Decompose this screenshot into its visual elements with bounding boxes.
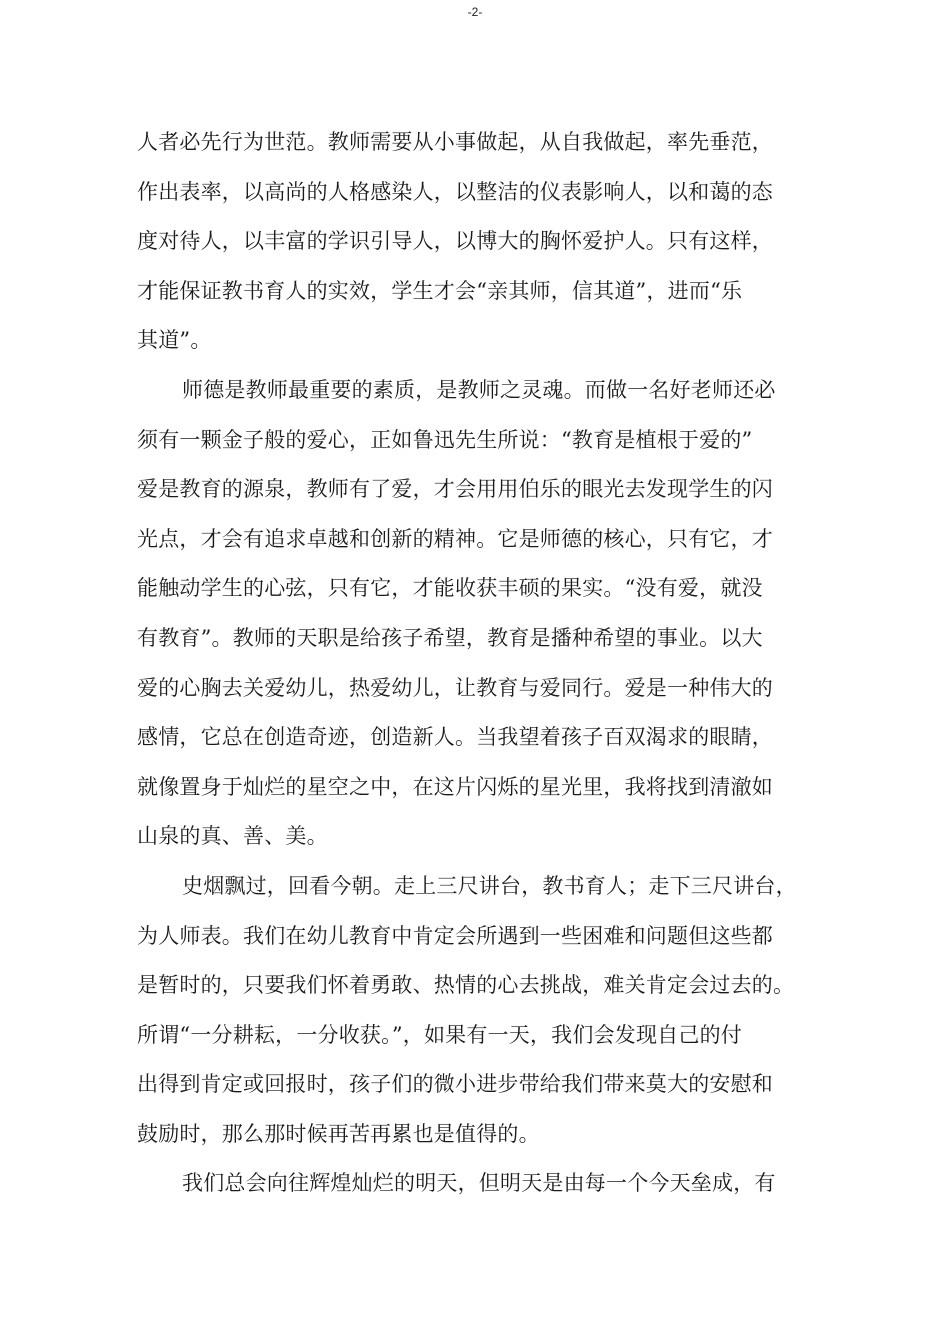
text-line: 须有一颗金子般的爱心，正如鲁迅先生所说：“教育是植根于爱的”	[137, 427, 753, 452]
document-body	[137, 118, 817, 1209]
text-line: 能触动学生的心弦，只有它，才能收获丰硕的果实。“没有爱，就没	[137, 576, 763, 601]
text-line: 出得到肯定或回报时，孩子们的微小进步带给我们带来莫大的安慰和	[137, 1072, 773, 1097]
text-line: 光点，才会有追求卓越和创新的精神。它是师德的核心，只有它，才	[137, 526, 773, 551]
text-line: 有教育”。教师的天职是给孩子希望，教育是播种希望的事业。以大	[137, 625, 763, 650]
text-line: 爱是教育的源泉，教师有了爱，才会用用伯乐的眼光去发现学生的闪	[137, 477, 773, 502]
text-line: 感情，它总在创造奇迹，创造新人。当我望着孩子百双渴求的眼睛，	[137, 725, 773, 750]
text-line: 是暂时的，只要我们怀着勇敢、热情的心去挑战，难关肯定会过去的。	[137, 973, 795, 998]
text-line: 人者必先行为世范。教师需要从小事做起，从自我做起，率先垂范，	[137, 130, 773, 154]
text-line: 作出表率，以高尚的人格感染人，以整洁的仪表影响人，以和蔼的态	[137, 179, 773, 204]
text-line: 山泉的真、善、美。	[137, 824, 328, 849]
page-number: -2-	[467, 5, 483, 19]
text-line: 才能保证教书育人的实效，学生才会“亲其师，信其道”，进而“乐	[137, 278, 743, 303]
paragraph-first-line: 师德是教师最重要的素质，是教师之灵魂。而做一名好老师还必	[182, 377, 776, 402]
text-line: 就像置身于灿烂的星空之中，在这片闪烁的星光里，我将找到清澈如	[137, 774, 773, 799]
paragraph-first-line: 我们总会向往辉煌灿烂的明天，但明天是由每一个今天垒成，有	[182, 1171, 776, 1196]
text-line: 为人师表。我们在幼儿教育中肯定会所遇到一些困难和问题但这些都	[137, 923, 773, 948]
paragraph-first-line: 史烟飘过，回看今朝。走上三尺讲台，教书育人；走下三尺讲台，	[182, 873, 797, 898]
text-line: 度对待人，以丰富的学识引导人，以博大的胸怀爱护人。只有这样，	[137, 229, 773, 254]
text-line: 其道”。	[137, 328, 212, 353]
text-line: 鼓励时，那么那时候再苦再累也是值得的。	[137, 1121, 540, 1146]
text-line: 爱的心胸去关爱幼儿，热爱幼儿，让教育与爱同行。爱是一种伟大的	[137, 675, 773, 700]
text-line: 所谓“一分耕耘，一分收获。”，如果有一天，我们会发现自己的付	[137, 1022, 742, 1047]
